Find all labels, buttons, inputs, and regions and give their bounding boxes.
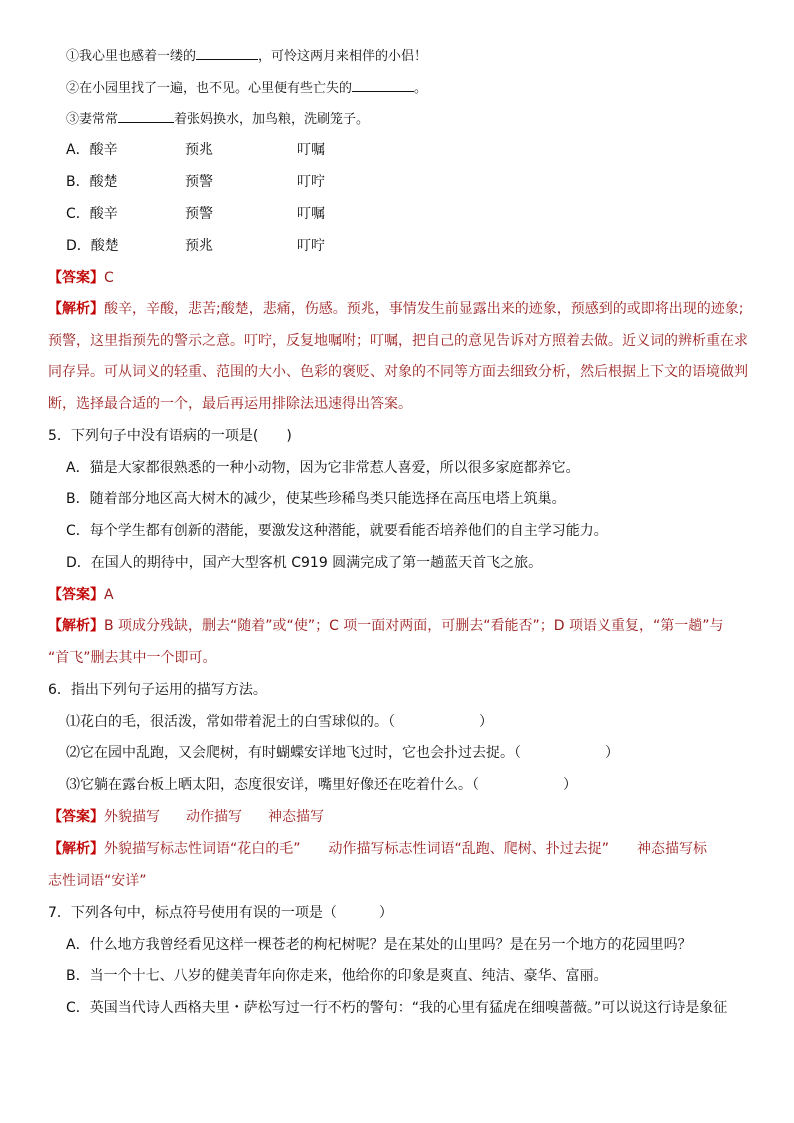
q5-analysis-line-2: “首飞”删去其中一个即可。: [48, 650, 217, 666]
q4-option-d-word2: 预兆: [185, 238, 213, 254]
q4-option-a-label: A．酸辛: [66, 142, 118, 158]
q4-answer: [48, 268, 114, 288]
q5-answer: [48, 585, 114, 605]
q4-option-c-word3: 叮嘱: [297, 206, 325, 222]
answer-value-3: 神态描写: [268, 809, 324, 825]
sentence-text: ①我心里也感着一缕的: [66, 49, 197, 64]
q6-item-2: [66, 743, 619, 763]
analysis-text: 酸辛，辛酸，悲苦;酸楚，悲痛，伤感。预兆，事情发生前显露出来的迹象，预感到的或即将出现的迹象;: [104, 301, 744, 317]
q5-option-c: C．每个学生都有创新的潜能，要激发这种潜能，就要看能否培养他们的自主学习能力。: [66, 523, 608, 539]
answer-tag: 【答案】: [48, 587, 104, 603]
analysis-tag: 【解析】: [48, 301, 104, 317]
fill-blank: [118, 108, 174, 123]
analysis-text: B 项成分残缺，删去“随着”或“使”；C 项一面对两面，可删去“看能否”；D 项语义重复，“第一趟”与: [104, 618, 724, 634]
q6-item-1: [66, 712, 493, 732]
sentence-text: ②在小园里找了一遍，也不见。心里便有些亡失的: [66, 81, 353, 96]
q4-analysis-line-3: 同存异。可从词义的轻重、范围的大小、色彩的褒贬、对象的不同等方面去细致分析，然后根据上下文的语境做判: [48, 364, 748, 380]
sentence-text: 。: [414, 81, 428, 96]
q4-analysis-line-1: [48, 299, 743, 319]
q4-option-c-word2: 预警: [185, 206, 213, 222]
q5-option-a: A．猫是大家都很熟悉的一种小动物，因为它非常惹人喜爱，所以很多家庭都养它。: [66, 460, 580, 476]
answer-value-2: 动作描写: [186, 809, 242, 825]
q4-option-d-label: D．酸楚: [66, 238, 119, 254]
q4-option-a-word3: 叮嘱: [297, 142, 325, 158]
q4-analysis-line-4: 断，选择最合适的一个，最后再运用排除法迅速得出答案。: [48, 396, 412, 412]
answer-value-1: 外貌描写: [104, 809, 160, 825]
q6-item-3: [66, 775, 577, 795]
analysis-text: 动作描写标志性词语“乱跑、爬树、扑过去捉”: [328, 841, 610, 857]
fill-blank: [196, 45, 258, 60]
analysis-tag: 【解析】: [48, 841, 104, 857]
item-paren: ）: [605, 745, 619, 761]
analysis-text: 神态描写标: [637, 841, 708, 857]
q6-answer: [48, 807, 324, 827]
answer-value: C: [104, 270, 114, 286]
q6-analysis-line-1: [48, 839, 707, 859]
q4-option-b-word3: 叮咛: [297, 174, 325, 190]
q4-sentence-1: [66, 45, 427, 67]
analysis-text: 外貌描写标志性词语“花白的毛”: [104, 841, 301, 857]
sentence-text: ③妻常常: [66, 112, 119, 127]
q7-option-b: B．当一个十七、八岁的健美青年向你走来，他给你的印象是爽直、纯洁、豪华、富丽。: [66, 968, 608, 984]
sentence-text: 着张妈换水，加鸟粮，洗刷笼子。: [174, 112, 370, 127]
q5-option-d: D．在国人的期待中，国产大型客机 C919 圆满完成了第一趟蓝天首飞之旅。: [66, 555, 543, 571]
answer-tag: 【答案】: [48, 809, 104, 825]
q5-option-b: B．随着部分地区高大树木的减少，使某些珍稀鸟类只能选择在高压电塔上筑巢。: [66, 491, 566, 507]
q7-option-a: A．什么地方我曾经看见这样一棵苍老的枸杞树呢？是在某处的山里吗？是在另一个地方的花园里吗？: [66, 937, 692, 953]
q4-option-c-label: C．酸辛: [66, 206, 118, 222]
q4-option-d-word3: 叮咛: [297, 238, 325, 254]
q7-option-c: C．英国当代诗人西格夫里・萨松写过一行不朽的警句：“我的心里有猛虎在细嗅蔷薇。”可以说这行诗是象征: [66, 1000, 728, 1016]
q4-sentence-3: [66, 108, 369, 130]
answer-value: A: [104, 587, 114, 603]
q4-option-b-label: B．酸楚: [66, 174, 118, 190]
analysis-tag: 【解析】: [48, 618, 104, 634]
item-paren: ）: [563, 777, 577, 793]
fill-blank: [352, 77, 414, 92]
item-text: ⑴花白的毛，很活泼，常如带着泥土的白雪球似的。（: [66, 714, 395, 730]
q4-option-a-word2: 预兆: [185, 142, 213, 158]
q4-option-b-word2: 预警: [185, 174, 213, 190]
q7-stem: 7．下列各句中，标点符号使用有误的一项是（ ）: [48, 905, 393, 921]
q4-analysis-line-2: 预警，这里指预先的警示之意。叮咛，反复地嘱咐；叮嘱，把自己的意见告诉对方照着去做。近义词的辨析重在求: [48, 333, 748, 349]
answer-tag: 【答案】: [48, 270, 104, 286]
sentence-text: ，可怜这两月来相伴的小侣！: [258, 49, 428, 64]
item-paren: ）: [479, 714, 493, 730]
q5-analysis-line-1: [48, 616, 724, 636]
q5-stem: 5．下列句子中没有语病的一项是( ): [48, 428, 292, 444]
q4-sentence-2: [66, 77, 427, 99]
item-text: ⑶它躺在露台板上晒太阳，态度很安详，嘴里好像还在吃着什么。（: [66, 777, 479, 793]
q6-analysis-line-2: 志性词语“安详”: [48, 873, 147, 889]
q6-stem: 6．指出下列句子运用的描写方法。: [48, 682, 267, 698]
item-text: ⑵它在园中乱跑，又会爬树，有时蝴蝶安详地飞过时，它也会扑过去捉。（: [66, 745, 521, 761]
